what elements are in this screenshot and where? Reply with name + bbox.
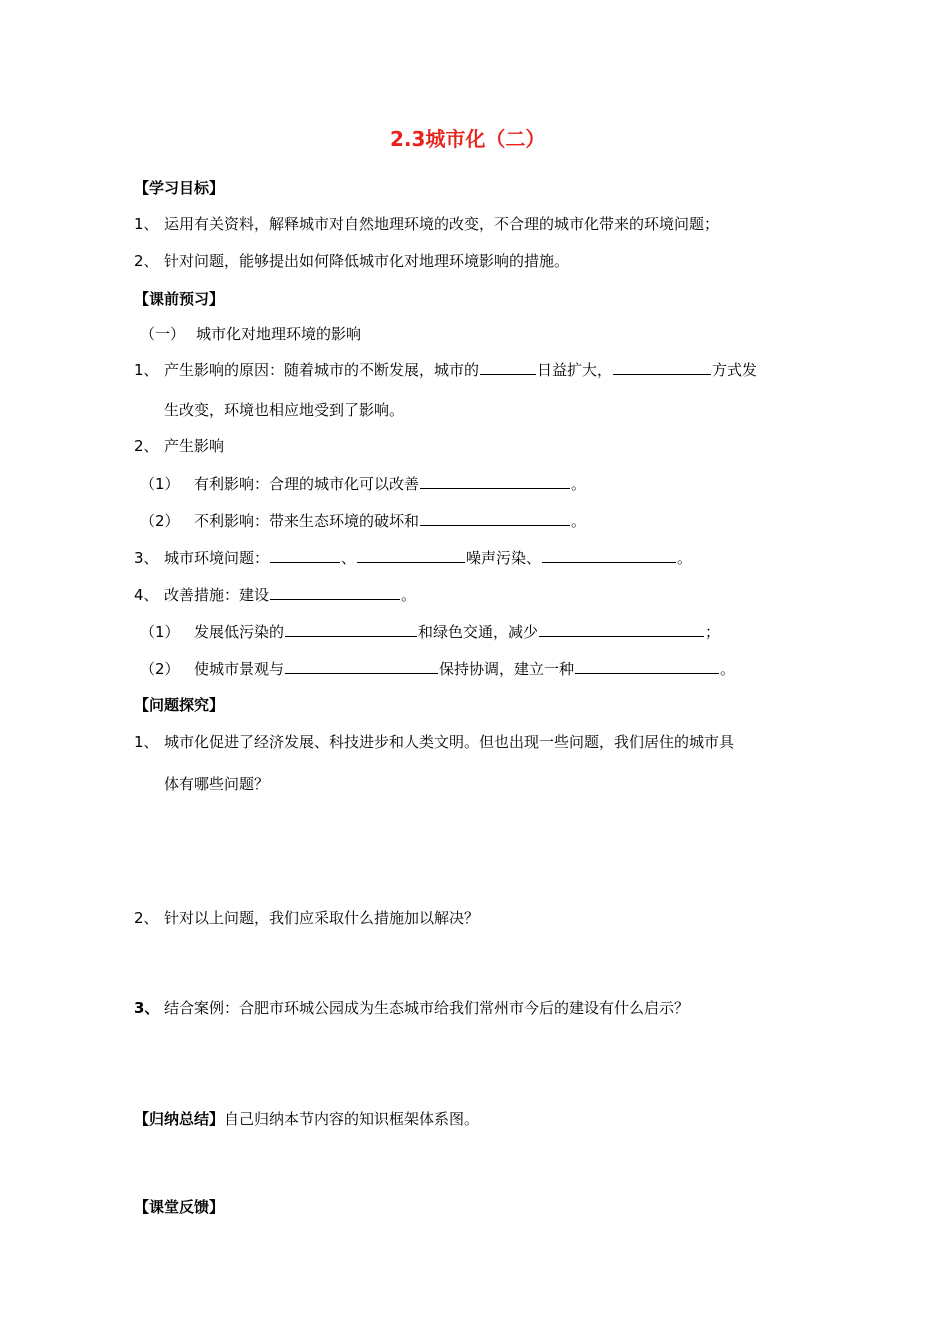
preview-question-4-2	[140, 658, 735, 679]
answer-blank[interactable]	[285, 621, 417, 637]
question-number: 2、	[134, 909, 159, 927]
question-text: 产生影响的原因：随着城市的不断发展，城市的	[164, 361, 480, 379]
question-text: 产生影响	[164, 437, 225, 455]
answer-blank[interactable]	[357, 547, 465, 563]
inquiry-question-3	[134, 998, 689, 1018]
summary-text: 自己归纳本节内容的知识框架体系图。	[224, 1110, 480, 1128]
section-heading-feedback: 【课堂反馈】	[134, 1198, 225, 1216]
preview-part-1	[140, 324, 361, 344]
page-title: 2.3城市化（二）	[390, 127, 546, 151]
inquiry-question-1-continued: 体有哪些问题？	[164, 775, 270, 793]
question-number: 1、	[134, 733, 159, 751]
question-text: 城市化促进了经济发展、科技进步和人类文明。但也出现一些问题，我们居住的城市具	[164, 733, 735, 751]
inquiry-question-2	[134, 908, 479, 928]
question-text: 。	[720, 660, 736, 678]
goal-item-text: 运用有关资料，解释城市对自然地理环境的改变，不合理的城市化带来的环境问题；	[164, 215, 720, 233]
preview-question-2-1	[140, 473, 586, 494]
question-number: （1）	[140, 623, 180, 641]
question-text: 、	[341, 549, 357, 567]
goal-item-text: 针对问题，能够提出如何降低城市化对地理环境影响的措施。	[164, 252, 570, 270]
question-text: 城市环境问题：	[164, 549, 270, 567]
goal-item-2	[134, 251, 569, 271]
question-number: 3、	[134, 549, 159, 567]
goal-item-1	[134, 214, 719, 234]
question-text: 和绿色交通，减少	[418, 623, 539, 641]
goal-item-number: 1、	[134, 215, 159, 233]
question-text: 噪声污染、	[466, 549, 542, 567]
question-number: 3、	[134, 999, 160, 1017]
section-heading-goals: 【学习目标】	[134, 179, 225, 197]
question-text: 使城市景观与	[194, 660, 285, 678]
answer-blank[interactable]	[270, 547, 340, 563]
question-text: 日益扩大，	[537, 361, 613, 379]
question-text: 。	[401, 586, 417, 604]
section-heading-inquiry: 【问题探究】	[134, 696, 225, 714]
answer-blank[interactable]	[420, 510, 570, 526]
question-text: 发展低污染的	[194, 623, 285, 641]
part-text: 城市化对地理环境的影响	[196, 325, 362, 343]
preview-question-1-continued: 生改变，环境也相应地受到了影响。	[164, 401, 405, 419]
preview-question-3	[134, 547, 692, 568]
preview-question-2-2	[140, 510, 586, 531]
answer-blank[interactable]	[539, 621, 704, 637]
answer-blank[interactable]	[542, 547, 676, 563]
answer-blank[interactable]	[285, 658, 438, 674]
summary-line	[134, 1109, 479, 1129]
preview-question-4-1	[140, 621, 720, 642]
question-text: 。	[571, 475, 587, 493]
question-text: 。	[571, 512, 587, 530]
question-text: 针对以上问题，我们应采取什么措施加以解决？	[164, 909, 480, 927]
question-number: （1）	[140, 475, 180, 493]
question-text: 改善措施：建设	[164, 586, 270, 604]
question-number: 2、	[134, 437, 159, 455]
goal-item-number: 2、	[134, 252, 159, 270]
question-text: 。	[677, 549, 693, 567]
question-text: 保持协调，建立一种	[439, 660, 575, 678]
preview-question-2	[134, 436, 224, 456]
answer-blank[interactable]	[270, 584, 400, 600]
inquiry-question-1	[134, 732, 734, 752]
answer-blank[interactable]	[575, 658, 719, 674]
section-heading-summary: 【归纳总结】	[134, 1110, 225, 1128]
question-text: 不利影响：带来生态环境的破坏和	[194, 512, 420, 530]
preview-question-1	[134, 359, 757, 380]
question-text: 方式发	[712, 361, 758, 379]
question-number: 4、	[134, 586, 159, 604]
question-text: 结合案例：合肥市环城公园成为生态城市给我们常州市今后的建设有什么启示？	[164, 999, 690, 1017]
answer-blank[interactable]	[480, 359, 536, 375]
question-text: 有利影响：合理的城市化可以改善	[194, 475, 420, 493]
part-number: （一）	[140, 325, 186, 343]
preview-question-4	[134, 584, 416, 605]
question-number: 1、	[134, 361, 159, 379]
answer-blank[interactable]	[420, 473, 570, 489]
answer-blank[interactable]	[613, 359, 711, 375]
question-number: （2）	[140, 512, 180, 530]
section-heading-preview: 【课前预习】	[134, 290, 225, 308]
question-text: ；	[705, 623, 721, 641]
question-number: （2）	[140, 660, 180, 678]
